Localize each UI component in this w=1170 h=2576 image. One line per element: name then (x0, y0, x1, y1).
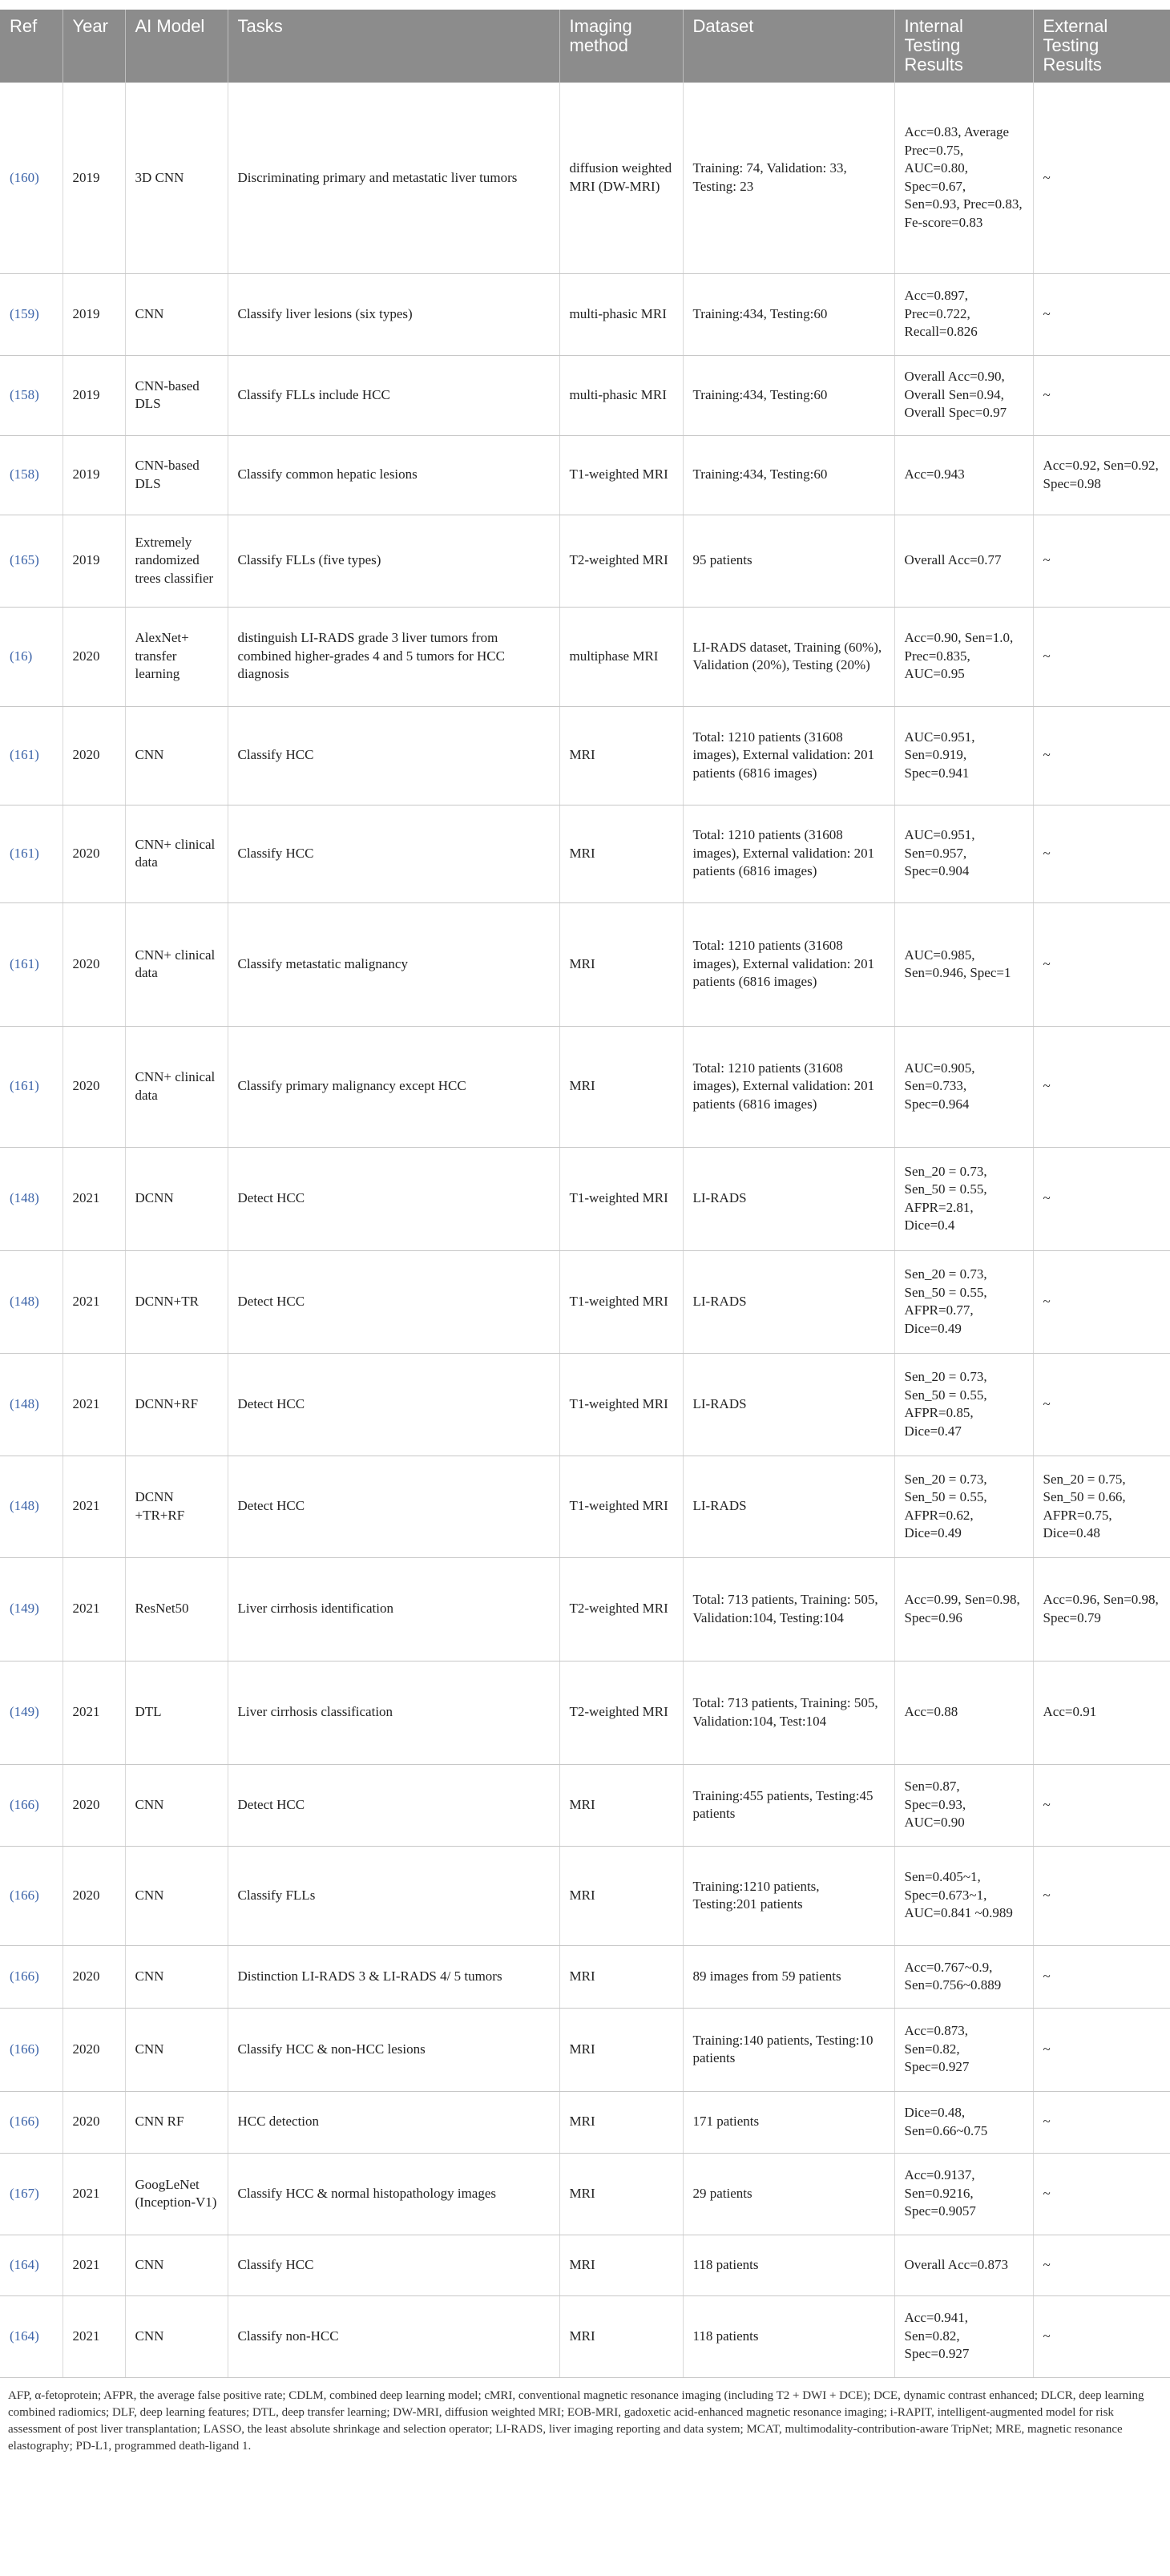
internal-results-cell: Acc=0.897, Prec=0.722, Recall=0.826 (894, 273, 1033, 355)
external-results-cell: ~ (1033, 83, 1170, 273)
header-internal-results: Internal Testing Results (894, 10, 1033, 83)
external-results-cell: ~ (1033, 1764, 1170, 1846)
ai-model-cell: CNN (125, 273, 228, 355)
table-row (0, 355, 1170, 435)
year-cell: 2020 (63, 805, 125, 902)
ai-model-cell: ResNet50 (125, 1557, 228, 1661)
table-row (0, 805, 1170, 902)
ai-model-cell: CNN (125, 2235, 228, 2295)
year-cell: 2020 (63, 1945, 125, 2008)
imaging-method-cell: T1-weighted MRI (559, 1456, 683, 1557)
reference-link[interactable]: (148) (10, 1395, 39, 1411)
year-cell: 2020 (63, 1026, 125, 1147)
ai-model-cell: DCNN (125, 1147, 228, 1250)
ai-model-cell: GoogLeNet (Inception-V1) (125, 2153, 228, 2235)
reference-link[interactable]: (166) (10, 1968, 39, 1984)
ref-cell (0, 435, 63, 515)
table-row (0, 1661, 1170, 1764)
task-cell: Classify liver lesions (six types) (228, 273, 559, 355)
ai-model-cell: CNN (125, 1945, 228, 2008)
reference-link[interactable]: (161) (10, 845, 39, 861)
ref-cell (0, 1945, 63, 2008)
reference-link[interactable]: (148) (10, 1498, 39, 1514)
task-cell: Classify metastatic malignancy (228, 902, 559, 1026)
imaging-method-cell: T2-weighted MRI (559, 515, 683, 607)
task-cell: Classify HCC & normal histopathology images (228, 2153, 559, 2235)
table-row (0, 273, 1170, 355)
ref-cell (0, 2235, 63, 2295)
internal-results-cell: Sen=0.405~1, Spec=0.673~1, AUC=0.841 ~0.989 (894, 1846, 1033, 1945)
ai-model-cell: AlexNet+ transfer learning (125, 607, 228, 706)
internal-results-cell: Overall Acc=0.77 (894, 515, 1033, 607)
imaging-method-cell: diffusion weighted MRI (DW-MRI) (559, 83, 683, 273)
ref-cell (0, 902, 63, 1026)
imaging-method-cell: MRI (559, 1026, 683, 1147)
internal-results-cell: Overall Acc=0.873 (894, 2235, 1033, 2295)
imaging-method-cell: MRI (559, 1764, 683, 1846)
dataset-cell: Training: 74, Validation: 33, Testing: 23 (683, 83, 894, 273)
ai-model-cell: CNN-based DLS (125, 435, 228, 515)
external-results-cell: ~ (1033, 1353, 1170, 1456)
ref-cell (0, 2153, 63, 2235)
ai-model-cell: CNN+ clinical data (125, 902, 228, 1026)
ref-cell (0, 2008, 63, 2091)
ref-cell (0, 2295, 63, 2377)
ai-model-cell: CNN (125, 2008, 228, 2091)
external-results-cell: ~ (1033, 1250, 1170, 1353)
table-header-row (0, 10, 1170, 83)
ai-model-cell: CNN (125, 2295, 228, 2377)
imaging-method-cell: T2-weighted MRI (559, 1557, 683, 1661)
dataset-cell: LI-RADS (683, 1456, 894, 1557)
external-results-cell: ~ (1033, 1945, 1170, 2008)
dataset-cell: LI-RADS dataset, Training (60%), Validation (20%), Testing (20%) (683, 607, 894, 706)
year-cell: 2021 (63, 2153, 125, 2235)
ref-cell (0, 2091, 63, 2153)
table-row (0, 2091, 1170, 2153)
year-cell: 2020 (63, 607, 125, 706)
dataset-cell: Training:1210 patients, Testing:201 patients (683, 1846, 894, 1945)
dataset-cell: 89 images from 59 patients (683, 1945, 894, 2008)
table-row (0, 2235, 1170, 2295)
year-cell: 2019 (63, 83, 125, 273)
internal-results-cell: Dice=0.48, Sen=0.66~0.75 (894, 2091, 1033, 2153)
imaging-method-cell: MRI (559, 805, 683, 902)
task-cell: Liver cirrhosis classification (228, 1661, 559, 1764)
ai-model-cell: DCNN +TR+RF (125, 1456, 228, 1557)
year-cell: 2021 (63, 1353, 125, 1456)
ref-cell (0, 607, 63, 706)
table-row (0, 2153, 1170, 2235)
year-cell: 2021 (63, 1147, 125, 1250)
external-results-cell: Acc=0.96, Sen=0.98, Spec=0.79 (1033, 1557, 1170, 1661)
internal-results-cell: Sen_20 = 0.73, Sen_50 = 0.55, AFPR=0.62, Dice=0.49 (894, 1456, 1033, 1557)
task-cell: Classify FLLs (228, 1846, 559, 1945)
external-results-cell: ~ (1033, 273, 1170, 355)
internal-results-cell: Sen=0.87, Spec=0.93, AUC=0.90 (894, 1764, 1033, 1846)
dataset-cell: 171 patients (683, 2091, 894, 2153)
reference-link[interactable]: (166) (10, 1887, 39, 1903)
external-results-cell: ~ (1033, 1026, 1170, 1147)
imaging-method-cell: MRI (559, 2295, 683, 2377)
external-results-cell: ~ (1033, 2008, 1170, 2091)
internal-results-cell: Acc=0.88 (894, 1661, 1033, 1764)
task-cell: Classify HCC (228, 805, 559, 902)
imaging-method-cell: MRI (559, 706, 683, 805)
internal-results-cell: AUC=0.951, Sen=0.957, Spec=0.904 (894, 805, 1033, 902)
task-cell: Classify FLLs (five types) (228, 515, 559, 607)
table-row (0, 1353, 1170, 1456)
year-cell: 2019 (63, 273, 125, 355)
dataset-cell: 118 patients (683, 2295, 894, 2377)
dataset-cell: Training:455 patients, Testing:45 patients (683, 1764, 894, 1846)
external-results-cell: ~ (1033, 1846, 1170, 1945)
task-cell: Discriminating primary and metastatic liver tumors (228, 83, 559, 273)
year-cell: 2021 (63, 1456, 125, 1557)
dataset-cell: Total: 1210 patients (31608 images), External validation: 201 patients (6816 images) (683, 1026, 894, 1147)
ref-cell (0, 355, 63, 435)
task-cell: Detect HCC (228, 1250, 559, 1353)
internal-results-cell: Acc=0.83, Average Prec=0.75, AUC=0.80, Spec=0.67, Sen=0.93, Prec=0.83, Fe-score=0.83 (894, 83, 1033, 273)
reference-link[interactable]: (164) (10, 2256, 39, 2272)
imaging-method-cell: MRI (559, 2153, 683, 2235)
imaging-method-cell: MRI (559, 1846, 683, 1945)
dataset-cell: 29 patients (683, 2153, 894, 2235)
header-dataset: Dataset (683, 10, 894, 83)
internal-results-cell: Acc=0.941, Sen=0.82, Spec=0.927 (894, 2295, 1033, 2377)
task-cell: Classify HCC (228, 2235, 559, 2295)
year-cell: 2019 (63, 355, 125, 435)
task-cell: Detect HCC (228, 1764, 559, 1846)
table-footnote: AFP, α-fetoprotein; AFPR, the average false positive rate; CDLM, combined deep learning model; cMRI, conventional magnetic resonance imaging (including T2 + DWI + DCE); DCE, dynamic contrast enhanced; DLCR, deep learning combined radiomics; DLF, deep learning features; DTL, deep transfer learning; DW-MRI, diffusion weighted MRI; EOB-MRI, gadoxetic acid-enhanced magnetic resonance imaging; i-RAPIT, intelligent-augmented model for risk assessment of post liver transplantation; LASSO, the least absolute shrinkage and selection operator; LI-RADS, liver imaging reporting and data system; MCAT, multimodality-contribution-aware TripNet; MRE, magnetic resonance elastography; PD-L1, programmed death-ligand 1. (8, 2388, 1144, 2453)
task-cell: Classify HCC (228, 706, 559, 805)
ai-model-cell: DCNN+RF (125, 1353, 228, 1456)
ref-cell (0, 1026, 63, 1147)
reference-link[interactable]: (149) (10, 1704, 39, 1720)
internal-results-cell: Acc=0.943 (894, 435, 1033, 515)
dataset-cell: LI-RADS (683, 1250, 894, 1353)
table-row (0, 1557, 1170, 1661)
internal-results-cell: AUC=0.951, Sen=0.919, Spec=0.941 (894, 706, 1033, 805)
table-row (0, 607, 1170, 706)
ai-model-cell: DCNN+TR (125, 1250, 228, 1353)
dataset-cell: Training:140 patients, Testing:10 patients (683, 2008, 894, 2091)
internal-results-cell: Acc=0.873, Sen=0.82, Spec=0.927 (894, 2008, 1033, 2091)
ref-cell (0, 706, 63, 805)
imaging-method-cell: multi-phasic MRI (559, 355, 683, 435)
internal-results-cell: Acc=0.767~0.9, Sen=0.756~0.889 (894, 1945, 1033, 2008)
year-cell: 2020 (63, 2091, 125, 2153)
imaging-method-cell: multi-phasic MRI (559, 273, 683, 355)
header-external-results: External Testing Results (1033, 10, 1170, 83)
ref-cell (0, 1353, 63, 1456)
year-cell: 2019 (63, 515, 125, 607)
table-row (0, 435, 1170, 515)
dataset-cell: Training:434, Testing:60 (683, 355, 894, 435)
external-results-cell: ~ (1033, 2153, 1170, 2235)
dataset-cell: Total: 713 patients, Training: 505, Validation:104, Test:104 (683, 1661, 894, 1764)
header-year: Year (63, 10, 125, 83)
external-results-cell: ~ (1033, 706, 1170, 805)
table-row (0, 2008, 1170, 2091)
year-cell: 2021 (63, 2295, 125, 2377)
ai-model-cell: CNN+ clinical data (125, 1026, 228, 1147)
internal-results-cell: Acc=0.90, Sen=1.0, Prec=0.835, AUC=0.95 (894, 607, 1033, 706)
ai-model-cell: CNN+ clinical data (125, 805, 228, 902)
table-row (0, 1026, 1170, 1147)
year-cell: 2021 (63, 1557, 125, 1661)
internal-results-cell: AUC=0.905, Sen=0.733, Spec=0.964 (894, 1026, 1033, 1147)
header-tasks: Tasks (228, 10, 559, 83)
imaging-method-cell: T2-weighted MRI (559, 1661, 683, 1764)
reference-link[interactable]: (158) (10, 386, 39, 402)
task-cell: Classify common hepatic lesions (228, 435, 559, 515)
reference-link[interactable]: (158) (10, 466, 39, 482)
table-row (0, 706, 1170, 805)
task-cell: distinguish LI-RADS grade 3 liver tumors from combined higher-grades 4 and 5 tumors for HCC diagnosis (228, 607, 559, 706)
task-cell: Classify primary malignancy except HCC (228, 1026, 559, 1147)
dataset-cell: LI-RADS (683, 1147, 894, 1250)
external-results-cell: ~ (1033, 2235, 1170, 2295)
imaging-method-cell: T1-weighted MRI (559, 1147, 683, 1250)
ai-model-cell: DTL (125, 1661, 228, 1764)
table-body (0, 83, 1170, 2377)
reference-link[interactable]: (166) (10, 2041, 39, 2057)
internal-results-cell: Overall Acc=0.90, Overall Sen=0.94, Overall Spec=0.97 (894, 355, 1033, 435)
ref-cell (0, 1456, 63, 1557)
table-row (0, 1764, 1170, 1846)
external-results-cell: Sen_20 = 0.75, Sen_50 = 0.66, AFPR=0.75, Dice=0.48 (1033, 1456, 1170, 1557)
task-cell: Classify HCC & non-HCC lesions (228, 2008, 559, 2091)
external-results-cell: ~ (1033, 1147, 1170, 1250)
internal-results-cell: Acc=0.99, Sen=0.98, Spec=0.96 (894, 1557, 1033, 1661)
external-results-cell: ~ (1033, 902, 1170, 1026)
external-results-cell: ~ (1033, 2091, 1170, 2153)
reference-link[interactable]: (166) (10, 2114, 39, 2130)
task-cell: Liver cirrhosis identification (228, 1557, 559, 1661)
ai-model-cell: Extremely randomized trees classifier (125, 515, 228, 607)
task-cell: Classify non-HCC (228, 2295, 559, 2377)
reference-link[interactable]: (160) (10, 169, 39, 185)
ref-cell (0, 1557, 63, 1661)
ref-cell (0, 1846, 63, 1945)
reference-link[interactable]: (159) (10, 305, 39, 321)
dataset-cell: Training:434, Testing:60 (683, 435, 894, 515)
table-row (0, 1147, 1170, 1250)
year-cell: 2020 (63, 902, 125, 1026)
year-cell: 2020 (63, 1846, 125, 1945)
year-cell: 2021 (63, 1661, 125, 1764)
ref-cell (0, 1764, 63, 1846)
internal-results-cell: Sen_20 = 0.73, Sen_50 = 0.55, AFPR=0.85, Dice=0.47 (894, 1353, 1033, 1456)
header-ai-model: AI Model (125, 10, 228, 83)
task-cell: Classify FLLs include HCC (228, 355, 559, 435)
imaging-method-cell: MRI (559, 2091, 683, 2153)
task-cell: Detect HCC (228, 1353, 559, 1456)
ref-cell (0, 1250, 63, 1353)
internal-results-cell: AUC=0.985, Sen=0.946, Spec=1 (894, 902, 1033, 1026)
ai-model-cell: CNN RF (125, 2091, 228, 2153)
header-imaging-method: Imaging method (559, 10, 683, 83)
table-row (0, 1846, 1170, 1945)
table-row (0, 83, 1170, 273)
reference-link[interactable]: (164) (10, 2328, 39, 2344)
ref-cell (0, 273, 63, 355)
internal-results-cell: Acc=0.9137, Sen=0.9216, Spec=0.9057 (894, 2153, 1033, 2235)
external-results-cell: ~ (1033, 805, 1170, 902)
dataset-cell: Total: 713 patients, Training: 505, Validation:104, Testing:104 (683, 1557, 894, 1661)
table-row (0, 1945, 1170, 2008)
reference-link[interactable]: (166) (10, 1796, 39, 1812)
internal-results-cell: Sen_20 = 0.73, Sen_50 = 0.55, AFPR=0.77, Dice=0.49 (894, 1250, 1033, 1353)
table-row (0, 1250, 1170, 1353)
ai-model-cell: CNN (125, 706, 228, 805)
imaging-method-cell: T1-weighted MRI (559, 1353, 683, 1456)
dataset-cell: 95 patients (683, 515, 894, 607)
external-results-cell: Acc=0.92, Sen=0.92, Spec=0.98 (1033, 435, 1170, 515)
external-results-cell: Acc=0.91 (1033, 1661, 1170, 1764)
internal-results-cell: Sen_20 = 0.73, Sen_50 = 0.55, AFPR=2.81, Dice=0.4 (894, 1147, 1033, 1250)
reference-link[interactable]: (16) (10, 648, 33, 664)
dataset-cell: Total: 1210 patients (31608 images), External validation: 201 patients (6816 images) (683, 902, 894, 1026)
ai-model-cell: CNN-based DLS (125, 355, 228, 435)
dataset-cell: Total: 1210 patients (31608 images), External validation: 201 patients (6816 images) (683, 805, 894, 902)
imaging-method-cell: T1-weighted MRI (559, 435, 683, 515)
dataset-cell: Total: 1210 patients (31608 images), External validation: 201 patients (6816 images) (683, 706, 894, 805)
ref-cell (0, 515, 63, 607)
dataset-cell: LI-RADS (683, 1353, 894, 1456)
ref-cell (0, 83, 63, 273)
table-row (0, 1456, 1170, 1557)
reference-link[interactable]: (148) (10, 1293, 39, 1309)
reference-link[interactable]: (161) (10, 747, 39, 763)
year-cell: 2020 (63, 706, 125, 805)
external-results-cell: ~ (1033, 515, 1170, 607)
imaging-method-cell: MRI (559, 2235, 683, 2295)
ai-model-cell: CNN (125, 1764, 228, 1846)
ref-cell (0, 1147, 63, 1250)
task-cell: Distinction LI-RADS 3 & LI-RADS 4/ 5 tumors (228, 1945, 559, 2008)
table-row (0, 515, 1170, 607)
reference-link[interactable]: (148) (10, 1190, 39, 1206)
external-results-cell: ~ (1033, 355, 1170, 435)
dataset-cell: 118 patients (683, 2235, 894, 2295)
imaging-method-cell: MRI (559, 2008, 683, 2091)
ref-cell (0, 1661, 63, 1764)
results-table (0, 10, 1170, 2378)
reference-link[interactable]: (167) (10, 2185, 39, 2201)
header-ref: Ref (0, 10, 63, 83)
ref-cell (0, 805, 63, 902)
imaging-method-cell: MRI (559, 1945, 683, 2008)
task-cell: HCC detection (228, 2091, 559, 2153)
imaging-method-cell: multiphase MRI (559, 607, 683, 706)
reference-link[interactable]: (161) (10, 955, 39, 971)
external-results-cell: ~ (1033, 607, 1170, 706)
imaging-method-cell: T1-weighted MRI (559, 1250, 683, 1353)
table-row (0, 2295, 1170, 2377)
dataset-cell: Training:434, Testing:60 (683, 273, 894, 355)
year-cell: 2019 (63, 435, 125, 515)
year-cell: 2021 (63, 1250, 125, 1353)
task-cell: Detect HCC (228, 1456, 559, 1557)
imaging-method-cell: MRI (559, 902, 683, 1026)
ai-model-cell: CNN (125, 1846, 228, 1945)
external-results-cell: ~ (1033, 2295, 1170, 2377)
table-row (0, 902, 1170, 1026)
ai-model-cell: 3D CNN (125, 83, 228, 273)
year-cell: 2020 (63, 2008, 125, 2091)
year-cell: 2020 (63, 1764, 125, 1846)
reference-link[interactable]: (149) (10, 1601, 39, 1617)
task-cell: Detect HCC (228, 1147, 559, 1250)
year-cell: 2021 (63, 2235, 125, 2295)
reference-link[interactable]: (165) (10, 552, 39, 568)
reference-link[interactable]: (161) (10, 1078, 39, 1094)
